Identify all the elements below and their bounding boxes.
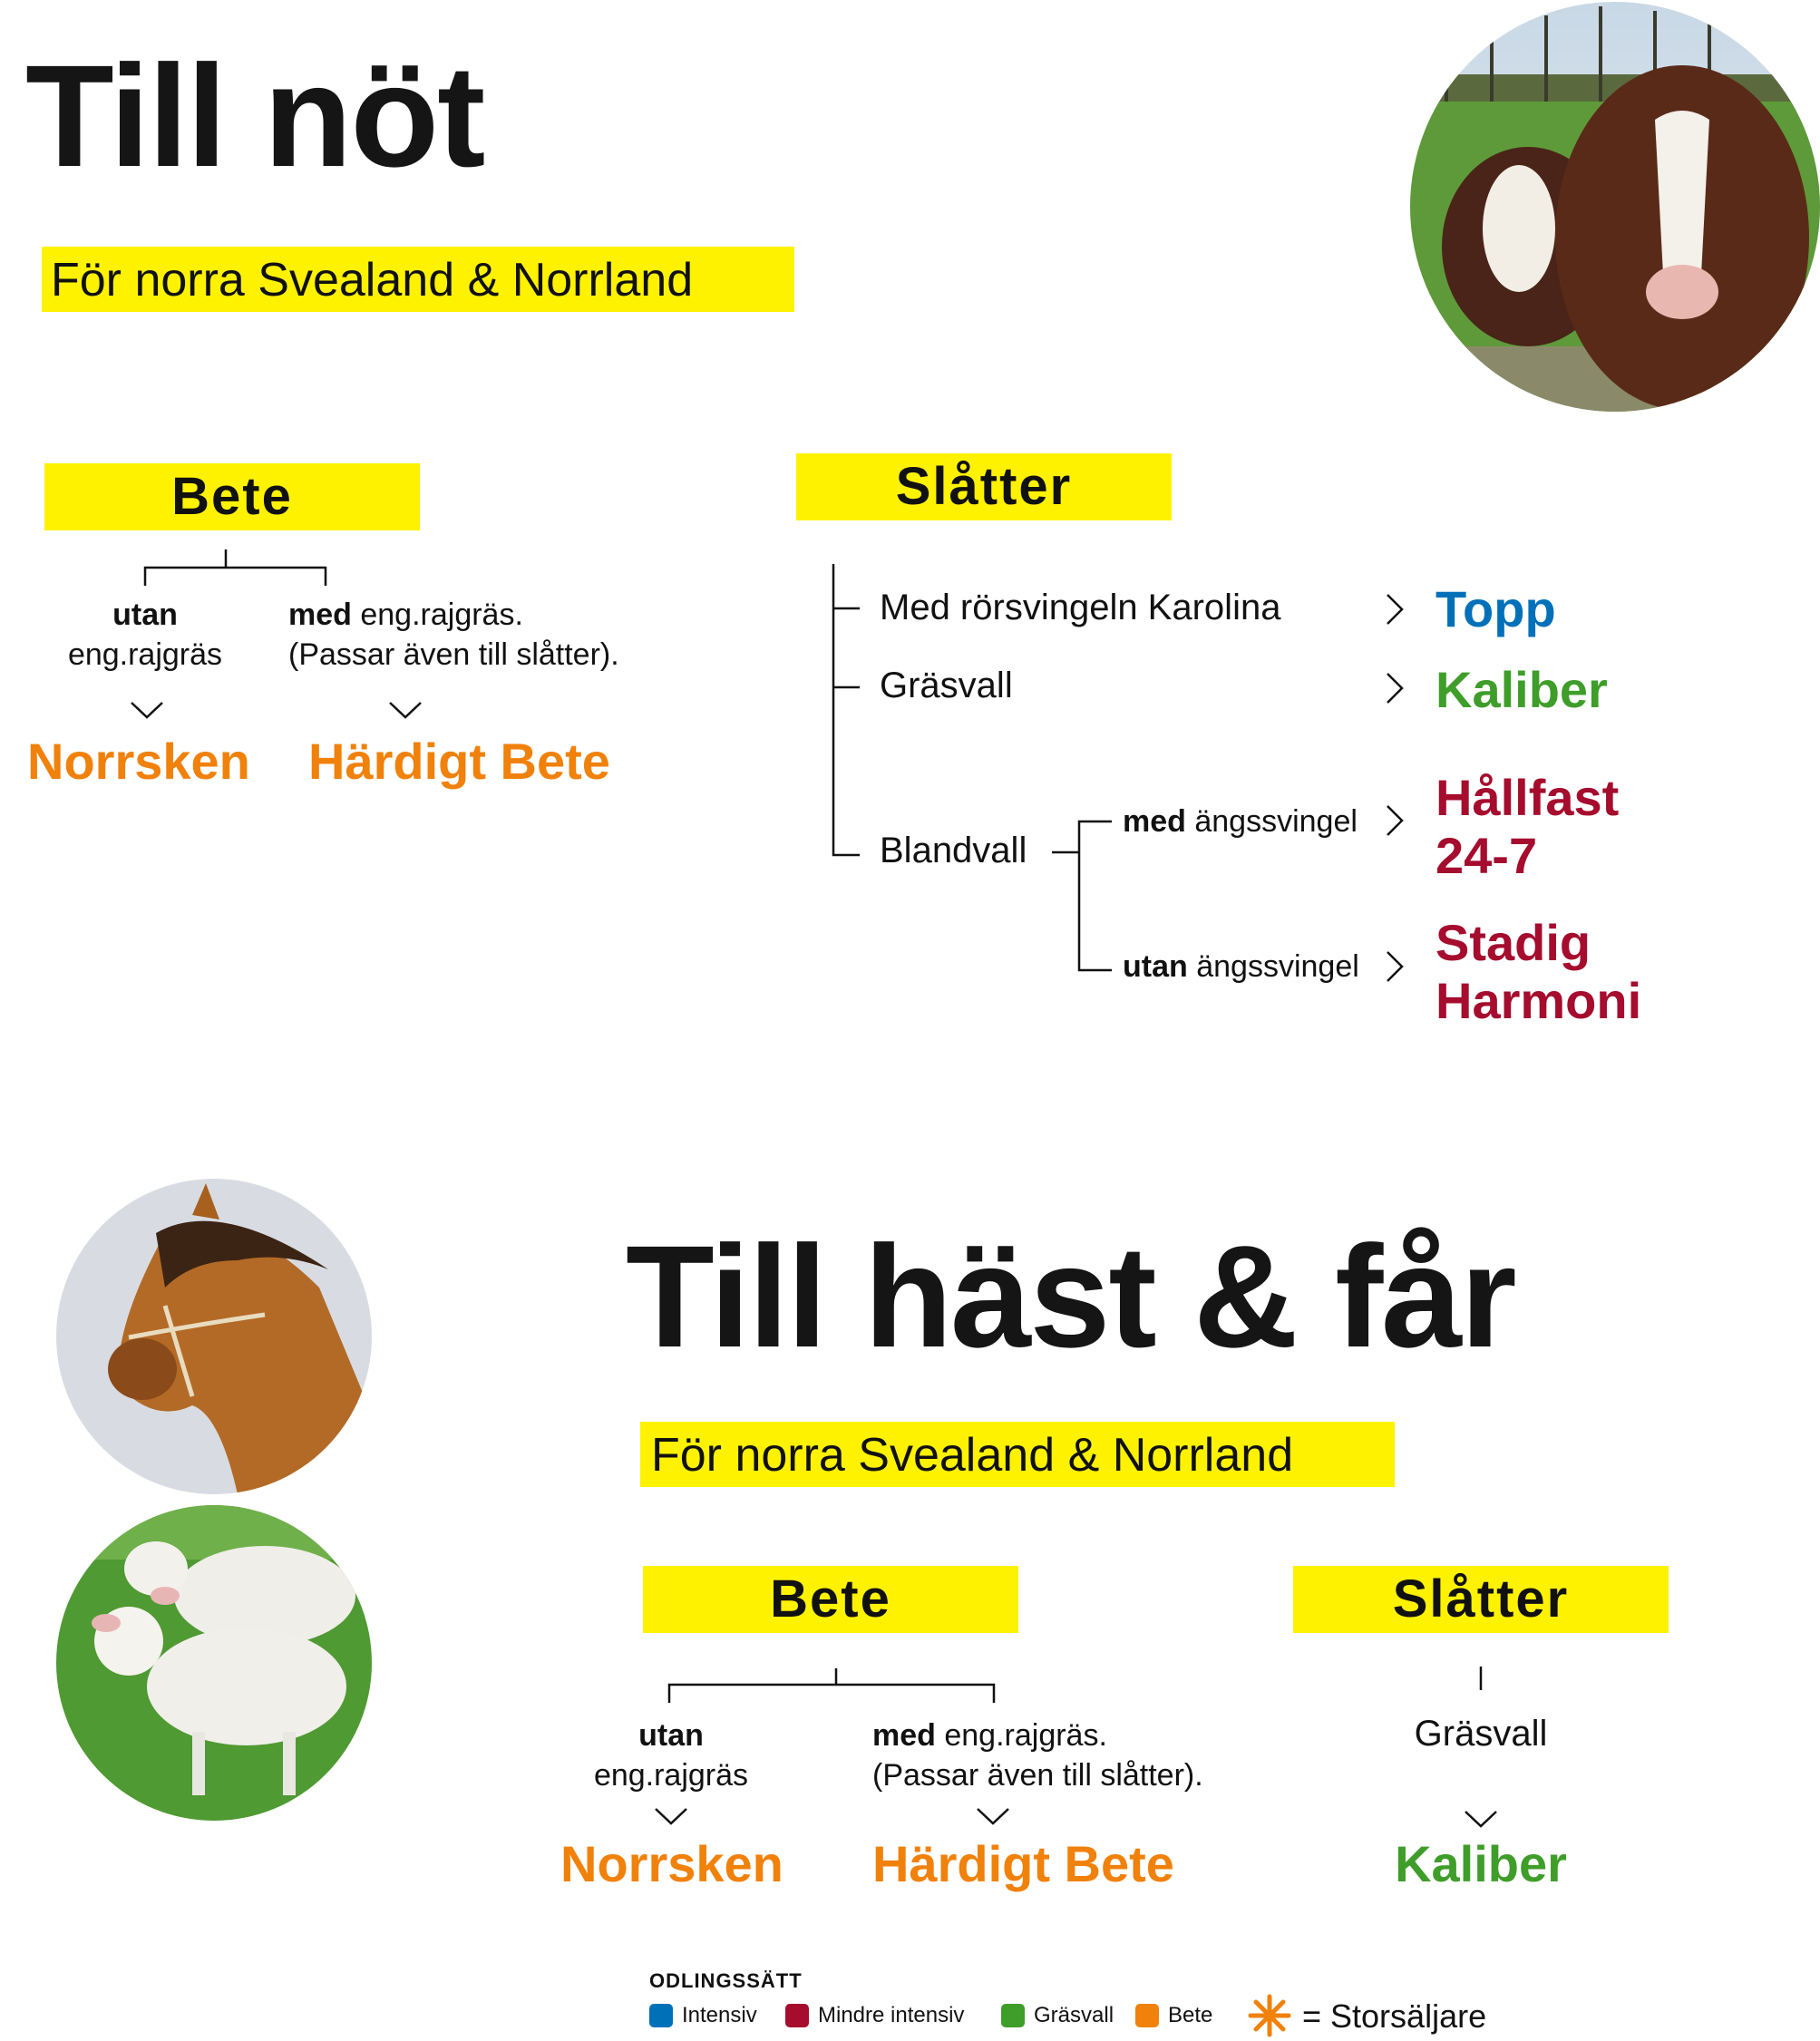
legend-item-mindre-intensiv: Mindre intensiv <box>785 2004 964 2027</box>
bottom-slatter-label: Gräsvall <box>1414 1714 1548 1754</box>
top-bete-result-hardigt-bete: Härdigt Bete <box>308 733 610 790</box>
top-slatter-heading: Slåtter <box>895 457 1073 516</box>
legend-swatch <box>649 2004 673 2027</box>
bottom-slatter-heading: Slåtter <box>1392 1570 1570 1628</box>
legend-swatch <box>1001 2004 1025 2027</box>
bottom-bete-heading: Bete <box>770 1570 891 1628</box>
bottom-bete-left-label: utan eng.rajgräs <box>593 1718 749 1793</box>
slatter-result-stadig-harmoni: Stadig Harmoni <box>1436 914 1642 1029</box>
legend-item-grasvall: Gräsvall <box>1001 2004 1114 2027</box>
bottom-region-label: För norra Svealand & Norrland <box>651 1429 1294 1482</box>
bottom-title: Till häst & får <box>626 1215 1515 1377</box>
legend-title: ODLINGSSÄTT <box>649 1969 803 1992</box>
top-bete-result-norrsken: Norrsken <box>27 733 250 790</box>
bottom-bete-result-hardigt-bete: Härdigt Bete <box>872 1835 1174 1892</box>
legend-item-intensiv: Intensiv <box>649 2004 757 2027</box>
legend-swatch <box>785 2004 809 2027</box>
slatter-result-hallfast: Hållfast 24-7 <box>1436 769 1620 884</box>
top-bete-heading: Bete <box>171 467 293 526</box>
star-icon <box>1247 1993 1292 2038</box>
top-region-label: För norra Svealand & Norrland <box>51 254 694 306</box>
top-bete-left-label: utan eng.rajgräs <box>67 598 223 673</box>
blandvall-med-label: med ängssvingel <box>1123 804 1358 839</box>
bottom-slatter-result-kaliber: Kaliber <box>1395 1835 1567 1892</box>
bottom-bete-result-norrsken: Norrsken <box>560 1835 783 1892</box>
slatter-row-label: Med rörsvingeln Karolina <box>880 588 1281 627</box>
top-title: Till nöt <box>25 34 484 197</box>
top-bete-right-label: med eng.rajgräs. (Passar även till slåtter). <box>288 598 619 673</box>
blandvall-utan-label: utan ängssvingel <box>1123 949 1359 984</box>
legend-swatch <box>1135 2004 1159 2027</box>
slatter-result-kaliber: Kaliber <box>1436 661 1608 718</box>
bottom-bete-right-label: med eng.rajgräs. (Passar även till slåtter). <box>872 1718 1203 1793</box>
legend-item-bete: Bete <box>1135 2004 1212 2027</box>
slatter-result-topp: Topp <box>1436 580 1556 637</box>
slatter-row-label-blandvall: Blandvall <box>880 831 1027 870</box>
slatter-row-label: Gräsvall <box>880 666 1013 705</box>
legend-star-label: = Storsäljare <box>1302 1997 1487 2035</box>
